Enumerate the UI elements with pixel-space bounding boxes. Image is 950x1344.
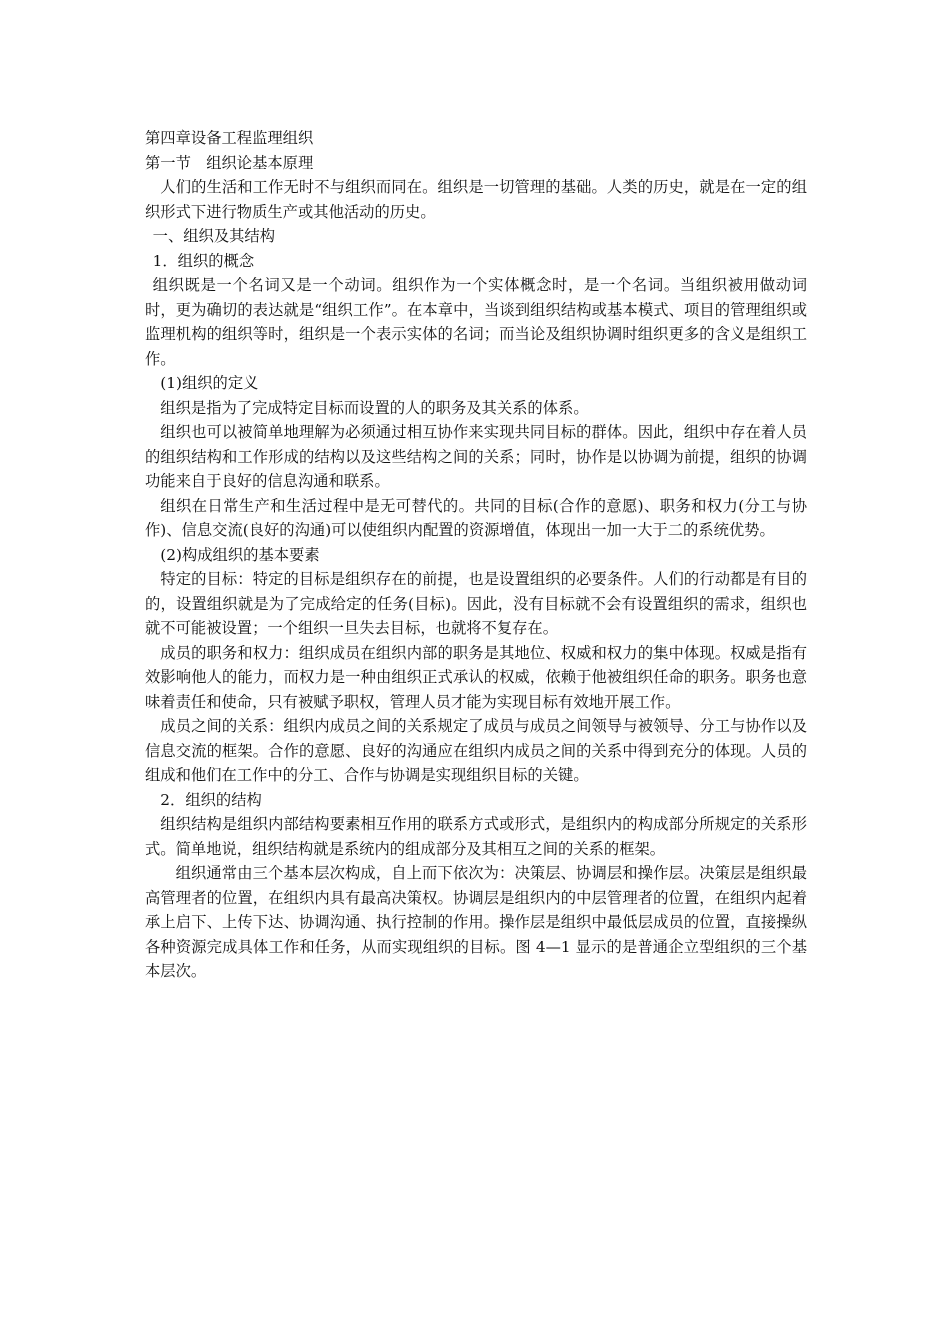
chapter-title: 第四章设备工程监理组织 bbox=[145, 129, 314, 147]
paragraph-org-concept: 组织既是一个名词又是一个动词。组织作为一个实体概念时，是一个名词。当组织被用做动词时，更为确切的表达就是“组织工作”。在本章中，当谈到组织结构或基本模式、项目的管理组织或监理机构的组织等时，组织是一个表示实体的名词；而当论及组织协调时组织更多的含义是组织工作。 bbox=[145, 276, 807, 368]
heading-basic-elements: (2)构成组织的基本要素 bbox=[160, 545, 320, 564]
paragraph-structure-definition: 组织结构是组织内部结构要素相互作用的联系方式或形式，是组织内的构成部分所规定的关系形式。简单地说，组织结构就是系统内的组成部分及其相互之间的关系的框架。 bbox=[145, 815, 807, 858]
paragraph-irreplaceable: 组织在日常生产和生活过程中是无可替代的。共同的目标(合作的意愿)、职务和权力(分工与协作)、信息交流(良好的沟通)可以使组织内配置的资源增值，体现出一加一大于二的系统优势。 bbox=[145, 496, 807, 539]
paragraph-definition: 组织是指为了完成特定目标而设置的人的职务及其关系的体系。 bbox=[160, 398, 589, 417]
intro-paragraph: 人们的生活和工作无时不与组织而同在。组织是一切管理的基础。人类的历史，就是在一定的组织形式下进行物质生产或其他活动的历史。 bbox=[145, 178, 807, 221]
paragraph-member-relations: 成员之间的关系：组织内成员之间的关系规定了成员与成员之间领导与被领导、分工与协作以及信息交流的框架。合作的意愿、良好的沟通应在组织内成员之间的关系中得到充分的体现。人员的组成和他们在工作中的分工、合作与协调是实现组织目标的关键。 bbox=[145, 717, 807, 784]
paragraph-duties-power: 成员的职务和权力：组织成员在组织内部的职务是其地位、权威和权力的集中体现。权威是指有效影响他人的能力，而权力是一种由组织正式承认的权威，依赖于他被组织任命的职务。职务也意味着责任和使命，只有被赋予职权，管理人员才能为实现目标有效地开展工作。 bbox=[145, 643, 807, 711]
heading-org-concept: 1．组织的概念 bbox=[152, 251, 255, 270]
heading-org-structure: 一、组织及其结构 bbox=[152, 227, 276, 245]
paragraph-cooperation: 组织也可以被简单地理解为必须通过相互协作来实现共同目标的群体。因此，组织中存在着人员的组织结构和工作形成的结构以及这些结构之间的关系；同时，协作是以协调为前提，组织的协调功能来自于良好的信息沟通和联系。 bbox=[145, 423, 807, 490]
paragraph-specific-goal: 特定的目标：特定的目标是组织存在的前提，也是设置组织的必要条件。人们的行动都是有目的的，设置组织就是为了完成给定的任务(目标)。因此，没有目标就不会有设置组织的需求，组织也就不可能被设置；一个组织一旦失去目标，也就将不复存在。 bbox=[145, 570, 807, 637]
section-title: 第一节 组织论基本原理 bbox=[145, 153, 314, 172]
document-page bbox=[145, 126, 807, 984]
paragraph-three-levels: 组织通常由三个基本层次构成，自上而下依次为：决策层、协调层和操作层。决策层是组织最高管理者的位置，在组织内具有最高决策权。协调层是组织内的中层管理者的位置，在组织内起着承上启下、上传下达、协调沟通、执行控制的作用。操作层是组织中最低层成员的位置，直接操纵各种资源完成具体工作和任务，从而实现组织的目标。图 4—1 显示的是普通企立型组织的三个基本层次。 bbox=[145, 864, 807, 980]
heading-org-definition: (1)组织的定义 bbox=[160, 374, 259, 392]
heading-org-structure-2: 2．组织的结构 bbox=[160, 790, 262, 809]
